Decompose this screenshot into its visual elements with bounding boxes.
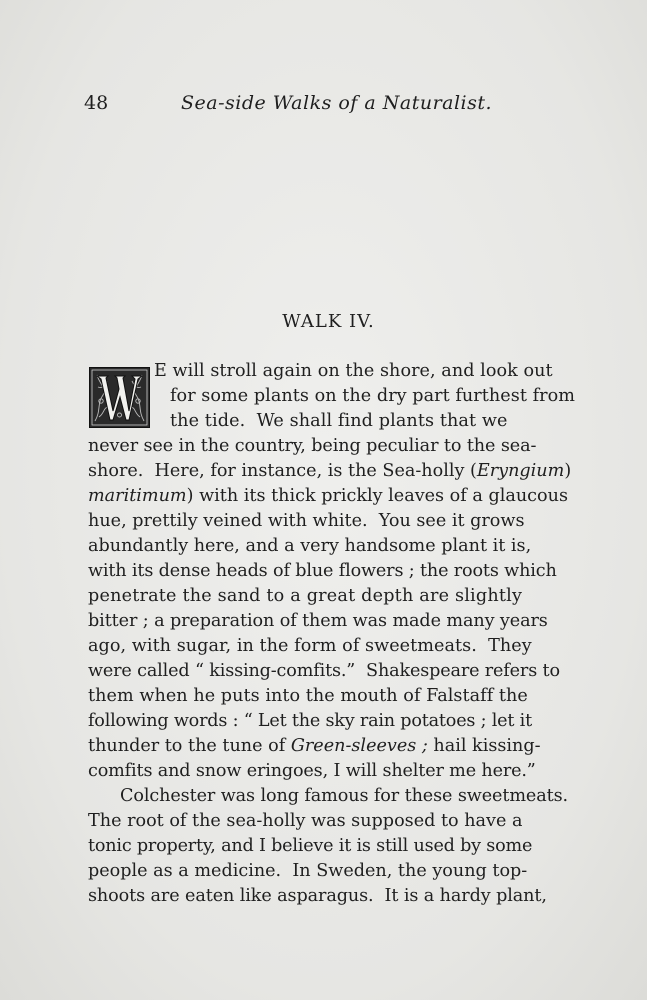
text-span: people as a medicine. In Sweden, the young top- bbox=[88, 861, 528, 881]
text-span: The root of the sea-holly was supposed to have a bbox=[88, 811, 523, 831]
chapter-title: WALK IV. bbox=[282, 311, 375, 332]
text-line bbox=[88, 685, 528, 707]
text-line bbox=[88, 510, 525, 532]
text-span: hue, prettily veined with white. You see it grows bbox=[88, 511, 525, 531]
text-span: for some plants on the dry part furthest from bbox=[170, 386, 575, 406]
text-line bbox=[88, 835, 532, 857]
text-span: thunder to the tune of bbox=[88, 736, 291, 756]
text-line bbox=[88, 535, 531, 557]
text-line bbox=[88, 435, 536, 457]
italic-span: maritimum bbox=[88, 486, 187, 506]
text-span: hail kissing- bbox=[427, 736, 541, 756]
text-line bbox=[88, 560, 557, 582]
text-span: abundantly here, and a very handsome plant it is, bbox=[88, 536, 532, 556]
text-line bbox=[88, 710, 532, 732]
text-span: Colchester was long famous for these sweetmeats. bbox=[120, 786, 569, 806]
page-header bbox=[84, 92, 574, 122]
text-line bbox=[88, 810, 522, 832]
text-line bbox=[88, 760, 536, 782]
text-span: with its dense heads of blue flowers ; the roots which bbox=[88, 561, 557, 581]
text-line bbox=[120, 785, 568, 807]
text-span: penetrate the sand to a great depth are slightly bbox=[88, 586, 523, 606]
text-line bbox=[88, 485, 568, 507]
text-span: the tide. We shall find plants that we bbox=[170, 411, 508, 431]
text-span: comfits and snow eringoes, I will shelter me here.” bbox=[88, 761, 536, 781]
text-line bbox=[88, 660, 560, 682]
text-span: shore. Here, for instance, is the Sea-holly ( bbox=[88, 461, 477, 481]
text-line bbox=[170, 385, 575, 407]
text-line bbox=[154, 360, 553, 382]
text-span: never see in the country, being peculiar to the sea- bbox=[88, 436, 537, 456]
text-line bbox=[170, 410, 508, 432]
text-line bbox=[88, 585, 522, 607]
text-line bbox=[88, 735, 541, 757]
text-span: following words : “ Let the sky rain potatoes ; let it bbox=[88, 711, 532, 731]
italic-span: Green-sleeves ; bbox=[290, 736, 428, 756]
text-span: tonic property, and I believe it is still used by some bbox=[88, 836, 533, 856]
text-line bbox=[88, 635, 532, 657]
text-span: were called “ kissing-comfits.” Shakespeare refers to bbox=[88, 661, 560, 681]
text-span: E will stroll again on the shore, and look out bbox=[154, 361, 553, 381]
text-span: them when he puts into the mouth of Falstaff the bbox=[88, 686, 528, 706]
text-span: bitter ; a preparation of them was made many years bbox=[88, 611, 548, 631]
dropcap-w-icon bbox=[89, 367, 150, 428]
text-line: shore. Here, for instance, is the Sea-holly (Eryngium) bbox=[88, 461, 572, 481]
italic-span: Eryngium bbox=[476, 461, 565, 481]
page-number: 48 bbox=[84, 92, 109, 114]
running-title: Sea-side Walks of a Naturalist. bbox=[181, 92, 493, 114]
text-span: ago, with sugar, in the form of sweetmeats. They bbox=[88, 636, 532, 656]
text-span: shoots are eaten like asparagus. It is a hardy plant, bbox=[88, 886, 547, 906]
text-line bbox=[88, 885, 547, 907]
text-line bbox=[88, 610, 548, 632]
text-line bbox=[88, 860, 527, 882]
text-span: ) with its thick prickly leaves of a glaucous bbox=[186, 486, 568, 506]
